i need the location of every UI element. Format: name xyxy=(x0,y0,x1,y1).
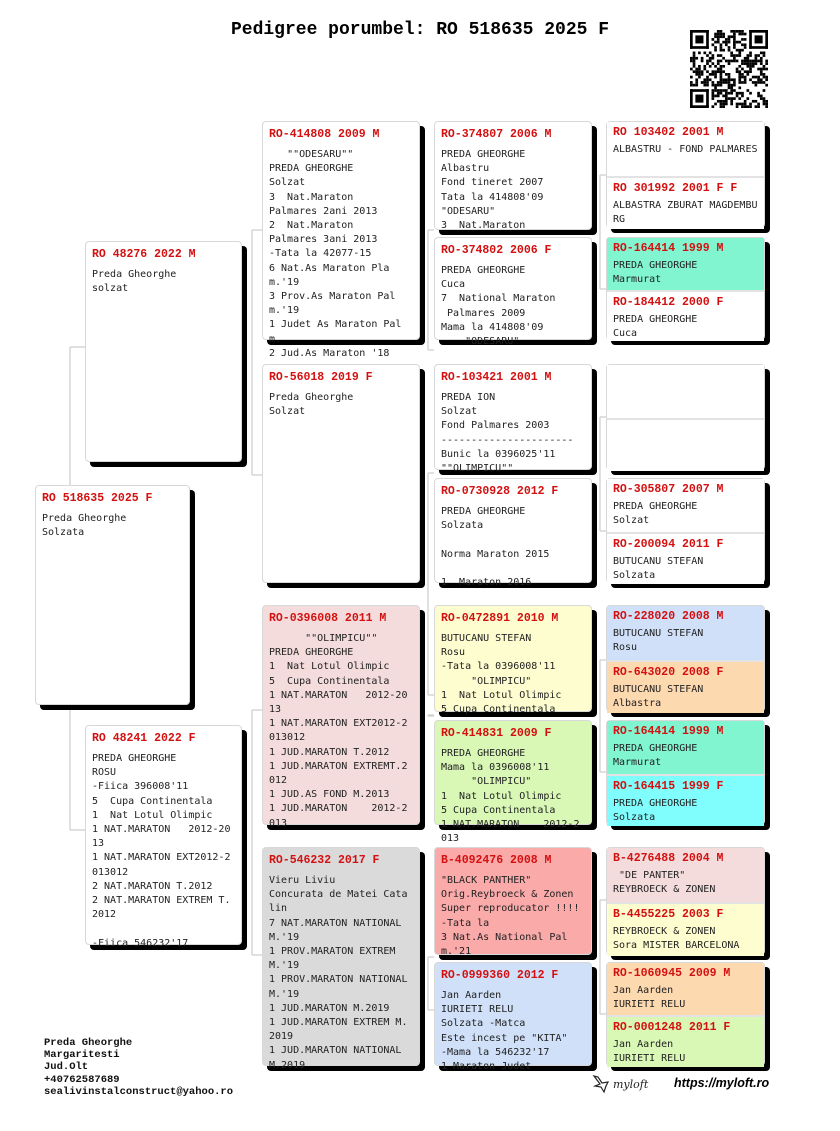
note-line: PREDA GHEORGHE xyxy=(613,314,698,325)
ring-number: B-4092476 2008 M xyxy=(441,854,552,867)
pigeon-notes xyxy=(613,555,758,583)
note-line: 1 NAT.MARATON 2012-2013 xyxy=(92,824,231,850)
note-line: 1 PROV.MARATON EXTREM M.'19 xyxy=(269,946,402,972)
pigeon-notes xyxy=(269,632,413,831)
note-line: "ODESARU" xyxy=(441,336,520,348)
pigeon-card-ssss[interactable] xyxy=(607,122,764,176)
note-line: PREDA GHEORGHE xyxy=(613,501,698,512)
note-line: "ODESARU" xyxy=(441,205,496,217)
note-line: Vieru Liviu xyxy=(269,875,336,886)
pigeon-notes xyxy=(441,632,585,717)
note-line: 2 NAT.MARATON T.2012 xyxy=(92,880,213,892)
pigeon-card-ds[interactable] xyxy=(262,605,420,829)
note-line: 1 JUD.MARATON M.2019 xyxy=(269,1002,390,1014)
pigeon-card-ddd[interactable] xyxy=(434,962,592,1073)
website-link[interactable]: https://myloft.ro xyxy=(674,1076,770,1090)
note-line: solzat xyxy=(92,283,129,295)
pigeon-notes xyxy=(613,742,758,770)
note-line: 1 PROV.MARATON NATIONAL M.'19 xyxy=(269,974,414,1000)
note-line: "BLACK PANTHER" xyxy=(441,875,532,886)
ring-number: RO-0001248 2011 F xyxy=(613,1021,731,1034)
note-line: -Mama la 546232'17 xyxy=(441,1046,550,1058)
pigeon-card-dam[interactable] xyxy=(85,725,242,949)
pigeon-notes xyxy=(441,505,585,590)
pigeon-card-sdsd[interactable] xyxy=(607,418,764,471)
pigeon-notes xyxy=(613,143,758,157)
ring-number: RO 518635 2025 F xyxy=(42,492,153,505)
note-line: 1 Nat Lotul Olimpic xyxy=(441,790,562,802)
owner-contact xyxy=(44,1037,233,1098)
owner-county: Jud.Olt xyxy=(44,1061,89,1074)
pigeon-notes xyxy=(441,391,585,476)
note-line: 1 Nat Lotul Olimpic xyxy=(269,661,390,673)
ring-number: RO 48241 2022 F xyxy=(92,732,196,745)
note-line: -Tata la 0396008'11 xyxy=(441,661,556,673)
ring-number: RO-305807 2007 M xyxy=(613,483,724,496)
note-line: Orig.Reybroeck & Zonen xyxy=(441,889,574,901)
pigeon-notes xyxy=(441,148,585,233)
pigeon-pair-card xyxy=(606,962,765,1066)
ring-number: B-4276488 2004 M xyxy=(613,852,724,865)
pigeon-card-ddsd[interactable] xyxy=(607,902,764,956)
note-line: ""OLIMPICU"" xyxy=(269,633,378,644)
note-line: 1 NAT.MARATON 2012-2013 xyxy=(269,689,408,716)
page-title: Pedigree porumbel: RO 518635 2025 F xyxy=(230,20,610,40)
pigeon-notes xyxy=(613,984,758,1012)
ring-number: RO-164414 1999 M xyxy=(613,725,724,738)
note-line: 7 NAT.MARATON NATIONAL M.'19 xyxy=(269,917,408,943)
pigeon-notes xyxy=(441,874,585,959)
note-line: Jan Aarden xyxy=(613,1039,674,1050)
pigeon-card-dss[interactable] xyxy=(434,605,592,716)
note-line: Concurata de Matei Catalin xyxy=(269,889,408,915)
pigeon-notes xyxy=(42,512,183,540)
note-line: REYBROECK & ZONEN xyxy=(613,926,716,937)
note-line: 6 Nat.As Maraton Plam.'19 xyxy=(269,262,390,288)
pigeon-card-sddd[interactable] xyxy=(607,532,764,584)
note-line: "OLIMPICU" xyxy=(441,675,532,687)
note-line: 1 NAT.MARATON EXT2012-2013012 xyxy=(269,718,408,744)
pigeon-pair-card xyxy=(606,478,765,583)
owner-email[interactable]: sealivinstalconstruct@yahoo.ro xyxy=(44,1085,234,1098)
note-line: 5 Cupa Continentala xyxy=(441,804,556,816)
note-line: BUTUCANU STEFAN xyxy=(613,684,704,695)
note-line: 1 Nat Lotul Olimpic xyxy=(441,689,562,701)
pigeon-notes xyxy=(613,797,758,825)
note-line: ""OLIMPICU"" xyxy=(441,463,514,475)
pigeon-card-ssds[interactable] xyxy=(607,238,764,290)
note-line: 3 Nat.Maraton xyxy=(441,220,526,232)
note-line: 1 JUD.MARATON EXTREM M.2019 xyxy=(269,1017,408,1043)
pigeon-card-dsd[interactable] xyxy=(434,720,592,845)
note-line: Mama la 0396008'11 xyxy=(441,762,550,774)
ring-number: RO-200094 2011 F xyxy=(613,538,724,551)
note-line: Solzat xyxy=(269,406,306,418)
note-line: 3 Prov.As Maraton Palm.'19 xyxy=(269,291,396,317)
owner-name: Preda Gheorghe xyxy=(44,1037,133,1049)
note-line: REYBROECK & ZONEN xyxy=(613,884,716,896)
pigeon-card-subject[interactable] xyxy=(35,485,190,705)
note-line: Rosu xyxy=(441,647,466,659)
pigeon-pair-card xyxy=(606,237,765,340)
owner-phone: +40762587689 xyxy=(44,1073,120,1086)
note-line: -Tata la 42077-15 xyxy=(269,248,372,260)
note-line: Solzata xyxy=(441,520,484,532)
note-line xyxy=(441,562,585,576)
note-line: Marmurat xyxy=(613,757,662,769)
ring-number: RO-414831 2009 F xyxy=(441,727,552,740)
pigeon-card-sdss[interactable] xyxy=(607,365,764,418)
note-line: IURIETI RELU xyxy=(441,1004,514,1016)
note-line: PREDA GHEORGHE xyxy=(269,163,354,175)
note-line: 1 JUD.AS FOND M.2013 xyxy=(269,789,390,801)
note-line: 1 Nat Lotul Olimpic xyxy=(92,809,213,821)
note-line: Preda Gheorghe xyxy=(92,269,177,280)
pigeon-card-sssd[interactable] xyxy=(607,176,764,229)
ring-number: RO-0730928 2012 F xyxy=(441,485,559,498)
note-line: Norma Maraton 2015 xyxy=(441,548,550,560)
note-line: Bunic la 0396025'11 xyxy=(441,448,556,460)
pigeon-notes xyxy=(269,391,413,419)
pigeon-card-dsdd[interactable] xyxy=(607,774,764,826)
note-line: PREDA GHEORGHE xyxy=(613,743,698,754)
ring-number: RO 301992 2001 F F xyxy=(613,182,738,195)
pigeon-card-ddds[interactable] xyxy=(607,963,764,1015)
pigeon-notes xyxy=(269,148,413,361)
pigeon-card-sdds[interactable] xyxy=(607,479,764,532)
ring-number: RO-164414 1999 M xyxy=(613,242,724,255)
note-line: -Tata la xyxy=(441,917,490,929)
note-line: 1 JUD.MARATON EXTREMT.2012 xyxy=(269,760,408,787)
note-line: "DE PANTER" xyxy=(613,870,686,881)
note-line: Fond tineret 2007 xyxy=(441,177,544,189)
note-line: ---------------------- xyxy=(441,434,574,446)
pigeon-card-sss[interactable] xyxy=(434,121,592,230)
note-line: PREDA GHEORGHE xyxy=(441,748,526,759)
note-line: 2 Jud.As Maraton '18 xyxy=(269,347,390,359)
ring-number: RO-164415 1999 F xyxy=(613,780,724,793)
pigeon-card-ssd[interactable] xyxy=(434,237,592,348)
pigeon-card-ss[interactable] xyxy=(262,121,420,359)
pigeon-card-ddss[interactable] xyxy=(607,848,764,902)
note-line: PREDA GHEORGHE xyxy=(441,265,526,276)
note-line: Solzat xyxy=(441,406,478,418)
note-line xyxy=(441,533,585,547)
note-line: Cuca xyxy=(441,279,466,291)
note-line: PREDA GHEORGHE xyxy=(441,506,526,517)
note-line: 5 Cupa Continentala xyxy=(441,704,556,716)
note-line: Solzata -Matca xyxy=(441,1018,526,1030)
note-line: 1 JUD.MARATON NATIONAL M.2019 xyxy=(269,1045,408,1071)
ring-number: RO 48276 2022 M xyxy=(92,248,196,261)
note-line: 1 JUD.MARATON T.2012 xyxy=(269,746,390,758)
ring-number: RO-374802 2006 F xyxy=(441,244,552,257)
pigeon-notes xyxy=(269,874,413,1073)
note-line: PREDA GHEORGHE xyxy=(269,647,354,659)
note-line: 1 NAT.MARATON EXT2012-2013012 xyxy=(92,852,231,878)
note-line: "OLIMPICU" xyxy=(441,776,532,788)
note-line: 1 NAT.MARATON 2012-2013 xyxy=(441,819,580,845)
pigeon-pair-card xyxy=(606,364,765,470)
note-line: Jan Aarden xyxy=(441,990,502,1001)
pigeon-notes xyxy=(441,747,585,846)
pigeon-pair-card xyxy=(606,847,765,955)
pigeon-card-dsss[interactable] xyxy=(607,606,764,660)
pigeon-pair-card xyxy=(606,720,765,825)
ring-number: RO-56018 2019 F xyxy=(269,371,373,384)
ring-number: RO 103402 2001 M xyxy=(613,126,724,139)
note-line: Preda Gheorghe xyxy=(269,392,354,403)
note-line: Mama la 414808'09 xyxy=(441,321,544,333)
note-line: Sora MISTER BARCELONA xyxy=(613,940,740,952)
pigeon-card-dd[interactable] xyxy=(262,847,420,1071)
pigeon-card-sd[interactable] xyxy=(262,364,420,583)
note-line: IURIETI RELU xyxy=(613,999,686,1011)
note-line: Preda Gheorghe xyxy=(42,513,127,524)
pigeon-notes xyxy=(613,683,758,711)
ring-number: RO-228020 2008 M xyxy=(613,610,724,623)
ring-number: RO-0472891 2010 M xyxy=(441,612,559,625)
note-line: -Fiica 546232'17 xyxy=(92,937,189,949)
note-line: 7 National Maraton xyxy=(441,293,556,305)
note-line: PREDA GHEORGHE xyxy=(92,753,177,764)
pigeon-card-sdd[interactable] xyxy=(434,478,592,589)
note-line: Tata la 414808'09 xyxy=(441,191,544,203)
note-line: 3 Nat.As National Palm.'21 xyxy=(441,931,568,958)
note-line: ALBASTRU - FOND PALMARES xyxy=(613,144,758,155)
pigeon-card-ssdd[interactable] xyxy=(607,290,764,341)
ring-number: RO-643020 2008 F xyxy=(613,666,724,679)
note-line: PREDA GHEORGHE xyxy=(613,260,698,271)
ring-number: RO-546232 2017 F xyxy=(269,854,380,867)
note-line: 2 Nat.Maraton xyxy=(269,220,354,232)
note-line: Fond Palmares 2003 xyxy=(441,420,550,432)
pigeon-notes xyxy=(613,627,758,655)
pigeon-notes xyxy=(441,264,585,349)
note-line: 1 Judet As Maraton Palm. xyxy=(269,319,402,345)
note-line: IURIETI RELU xyxy=(613,1053,686,1065)
ring-number: RO-103421 2001 M xyxy=(441,371,552,384)
note-line: BUTUCANU STEFAN xyxy=(613,556,704,567)
note-line: Palmares 3ani 2013 xyxy=(269,234,378,246)
pigeon-notes xyxy=(613,1038,758,1066)
note-line: Rosu xyxy=(613,642,638,654)
note-line: Solzata xyxy=(613,812,656,824)
note-line: ALBASTRA ZBURAT MAGDEMBURG xyxy=(613,200,758,226)
ring-number: RO-0396008 2011 M xyxy=(269,612,387,625)
note-line: 3 Nat.Maraton xyxy=(269,191,354,203)
pigeon-card-dssd[interactable] xyxy=(607,660,764,713)
note-line: 2 NAT.MARATON EXTREM T.2012 xyxy=(92,895,231,921)
ring-number: B-4455225 2003 F xyxy=(613,908,724,921)
note-line: Solzata xyxy=(613,570,656,582)
note-line: Solzat xyxy=(269,177,306,189)
pigeon-notes xyxy=(613,925,758,953)
pigeon-notes xyxy=(92,268,235,296)
note-line: Albastru xyxy=(441,163,490,175)
note-line: BUTUCANU STEFAN xyxy=(613,628,704,639)
pigeon-notes xyxy=(92,752,235,951)
pigeon-card-dddd[interactable] xyxy=(607,1015,764,1067)
note-line: Palmares 2ani 2013 xyxy=(269,205,378,217)
pigeon-notes xyxy=(613,199,758,227)
note-line: Solzat xyxy=(613,515,650,527)
note-line: 1 Maraton Judet xyxy=(441,1061,532,1073)
ring-number: RO-414808 2009 M xyxy=(269,128,380,141)
pigeon-notes xyxy=(613,500,758,528)
pigeon-pair-card xyxy=(606,605,765,712)
ring-number: RO-1060945 2009 M xyxy=(613,967,731,980)
note-line: Albastra xyxy=(613,698,662,710)
note-line: Jan Aarden xyxy=(613,985,674,996)
myloft-logo xyxy=(592,1074,648,1094)
pigeon-card-dsds[interactable] xyxy=(607,721,764,774)
pigeon-card-sire[interactable] xyxy=(85,241,242,462)
ring-number: RO-374807 2006 M xyxy=(441,128,552,141)
bird-icon xyxy=(592,1074,610,1094)
note-line: ""ODESARU"" xyxy=(269,149,354,160)
owner-locality: Margaritesti xyxy=(44,1049,120,1062)
pigeon-notes xyxy=(441,989,585,1074)
note-line: PREDA ION xyxy=(441,392,496,403)
note-line: Cuca xyxy=(613,328,638,340)
note-line: -Fiica 396008'11 xyxy=(92,781,189,793)
pigeon-card-dds[interactable] xyxy=(434,847,592,958)
pigeon-notes xyxy=(613,869,758,897)
note-line: 1 JUD.MARATON 2012-2013 xyxy=(269,803,408,829)
pigeon-pair-card xyxy=(606,121,765,228)
pigeon-notes xyxy=(613,313,758,341)
note-line: 1 Maraton 2016 xyxy=(441,577,532,589)
ring-number: RO-0999360 2012 F xyxy=(441,969,559,982)
pigeon-card-sds[interactable] xyxy=(434,364,592,475)
note-line: 5 Cupa Continentala xyxy=(269,675,390,687)
pigeon-notes xyxy=(613,259,758,287)
note-line: PREDA GHEORGHE xyxy=(613,798,698,809)
logo-text: myloft xyxy=(613,1077,649,1091)
note-line: 5 Cupa Continentala xyxy=(92,795,213,807)
note-line xyxy=(92,922,235,936)
note-line: PREDA GHEORGHE xyxy=(441,149,526,160)
note-line: BUTUCANU STEFAN xyxy=(441,633,532,644)
ring-number: RO-184412 2000 F xyxy=(613,296,724,309)
note-line: Super reproducator !!!! xyxy=(441,903,580,915)
note-line: Marmurat xyxy=(613,274,662,286)
note-line: Este incest pe "KITA" xyxy=(441,1032,568,1044)
note-line: Solzata xyxy=(42,527,85,539)
note-line: ROSU xyxy=(92,767,117,779)
note-line: Palmares 2009 xyxy=(441,307,526,319)
